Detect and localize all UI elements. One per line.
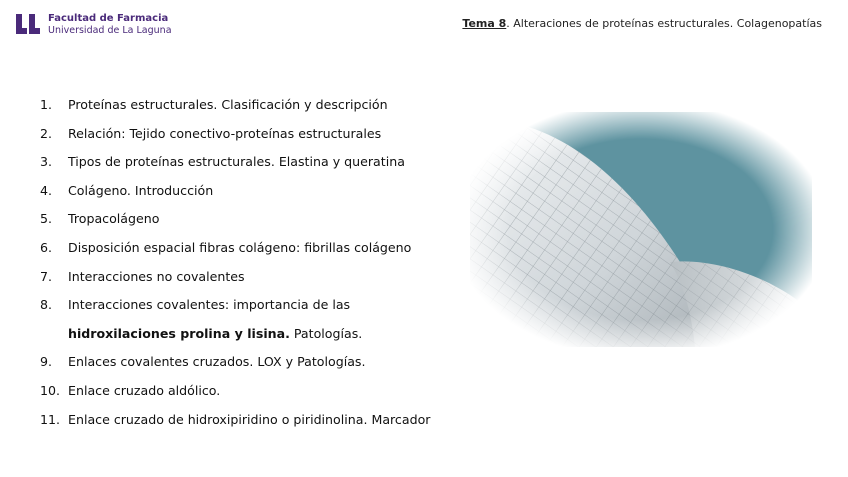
item-number: 11.	[40, 411, 61, 427]
item-number: 4.	[40, 182, 53, 198]
item-text	[68, 323, 362, 345]
architecture-photo	[470, 112, 812, 347]
item-text: Interacciones covalentes: importancia de las	[68, 297, 351, 313]
item-text: Enlace cruzado aldólico.	[68, 382, 221, 398]
item-number: 10.	[40, 382, 61, 398]
list-item-continuation	[40, 323, 460, 352]
list-item	[40, 208, 460, 237]
item-number: 7.	[40, 268, 53, 284]
item-text: Tipos de proteínas estructurales. Elastina y queratina	[68, 154, 405, 170]
list-item	[40, 237, 460, 266]
item-number: 8.	[40, 297, 53, 313]
list-item	[40, 266, 460, 295]
ull-logo-icon	[14, 12, 42, 36]
topic-title: . Alteraciones de proteínas estructurales. Colagenopatías	[506, 17, 822, 30]
topic-label: Tema 8	[462, 17, 507, 30]
item-number: 3.	[40, 154, 53, 170]
item-number: 2.	[40, 125, 53, 141]
item-text: Interacciones no covalentes	[68, 268, 245, 284]
list-item	[40, 294, 460, 323]
item-text: Relación: Tejido conectivo-proteínas estructurales	[68, 125, 382, 141]
item-number: 6.	[40, 239, 53, 255]
item-text: Enlaces covalentes cruzados. LOX y Patologías.	[68, 354, 366, 370]
item-text: Disposición espacial fibras colágeno: fibrillas colágeno	[68, 239, 412, 255]
agenda-list	[40, 94, 460, 437]
faculty-name: Facultad de Farmacia	[48, 13, 169, 24]
item-number: 5.	[40, 211, 53, 227]
item-text-rest: Patologías.	[289, 325, 363, 341]
vignette	[470, 112, 812, 347]
university-logo	[14, 12, 194, 38]
list-item	[40, 380, 460, 409]
list-item	[40, 409, 460, 438]
list-item	[40, 123, 460, 152]
list-item	[40, 151, 460, 180]
item-text-bold: hidroxilaciones prolina y lisina.	[68, 325, 290, 341]
item-number: 9.	[40, 354, 53, 370]
item-text: Proteínas estructurales. Clasificación y descripción	[68, 97, 388, 112]
list-item	[40, 351, 460, 380]
item-text: Enlace cruzado de hidroxipiridino o piridinolina. Marcador	[68, 411, 431, 427]
university-name: Universidad de La Laguna	[48, 25, 172, 36]
item-text: Tropacolágeno	[68, 211, 160, 227]
item-number: 1.	[40, 97, 53, 112]
list-item	[40, 94, 460, 123]
topic-header	[462, 17, 822, 30]
item-text: Colágeno. Introducción	[68, 182, 214, 198]
list-item	[40, 180, 460, 209]
